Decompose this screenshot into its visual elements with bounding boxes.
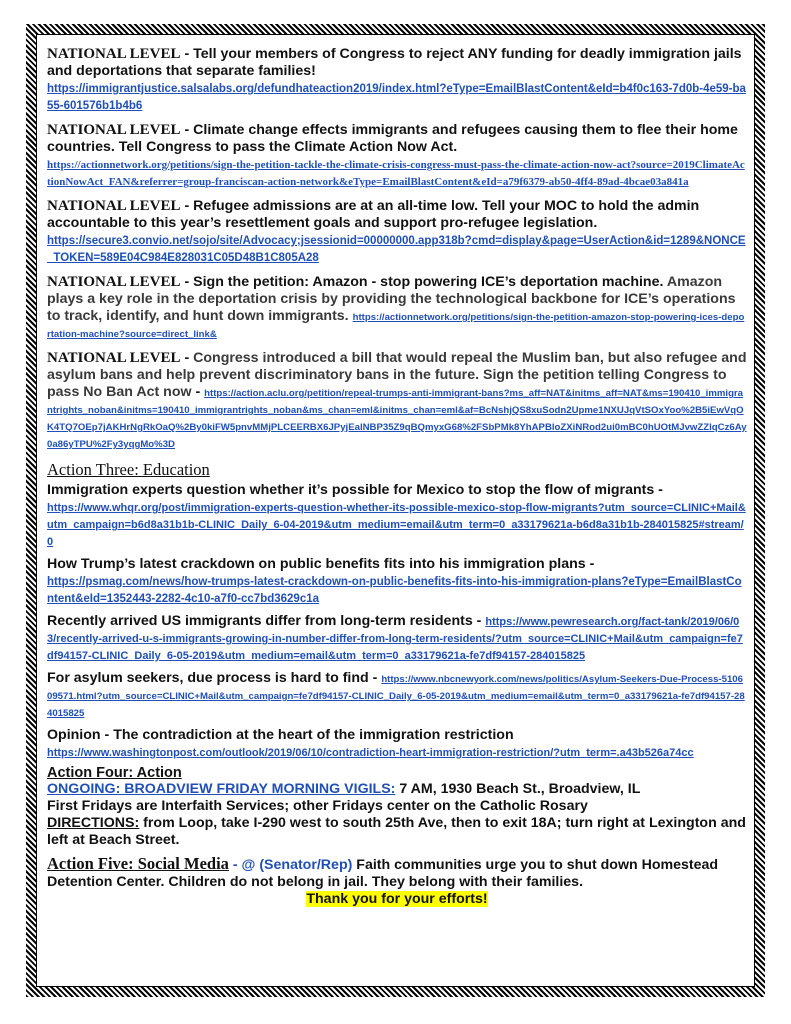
article-title: Recently arrived US immigrants differ from long-term residents -	[47, 613, 482, 629]
thanks-text: Thank you for your efforts!	[306, 891, 488, 907]
action-link[interactable]: https://action.aclu.org/petition/repeal-trumps-anti-immigrant-bans?ms_aff=NAT&initms_aff=NAT&ms=190410_immigrantrights_noban&initms=190410_immigrantrights_noban&ms_chan=eml&initms_chan=eml&af=BcNshjQS8xuSodn2Upme1NXUJqVtSOxYoo%2B5iEwVqOK4TQ7OEp7jAKHrNgRkOaQ%2By0kiFW5pnvMMjPLCEERBX6JPyjEalNBP35Z9qBQmyxG68%2FSbPMk8YhAPBloZXiNRod2ui0mBC0hUOtMJvwZZlqCz6Ay0a86yTPU%2Fy3yqgMo%3D	[47, 388, 747, 450]
article-item-3	[47, 613, 747, 664]
article-item-4	[47, 670, 747, 721]
level-label: NATIONAL LEVEL	[47, 350, 181, 366]
national-item-5	[47, 350, 747, 452]
item-subtext: Sign the petition telling Congress to pass No Ban Act now	[47, 367, 727, 400]
national-item-3	[47, 198, 747, 266]
item-text: Congress introduced a bill that would repeal the Muslim ban, but also refugee and asylum bans and help prevent discriminatory bans in the future.	[47, 350, 747, 383]
article-item-2	[47, 556, 747, 607]
national-item-2	[47, 122, 747, 190]
level-label: NATIONAL LEVEL	[47, 198, 181, 214]
national-item-1	[47, 46, 747, 114]
social-media-block	[47, 855, 747, 908]
action-link[interactable]: https://secure3.convio.net/sojo/site/Advocacy;jsessionid=00000000.app318b?cmd=display&page=UserAction&id=1289&NONCE_TOKEN=589E04C984E828031C05D48B1C805A28	[47, 235, 746, 264]
separator: -	[180, 46, 194, 62]
national-item-4	[47, 274, 747, 342]
separator: -	[180, 198, 194, 214]
article-link[interactable]: https://www.washingtonpost.com/outlook/2019/06/10/contradiction-heart-immigration-restriction/?utm_term=.a43b526a74cc	[47, 747, 694, 759]
action-link[interactable]: https://actionnetwork.org/petitions/sign-the-petition-tackle-the-climate-crisis-congress-must-pass-the-climate-action-now-act?source=2019ClimateActionNowAct_FAN&referrer=group-franciscan-action-network&eType=EmailBlastContent&eId=a79f6379-ab50-4ff4-89ad-4bcae03a841a	[47, 159, 745, 188]
vigil-detail: 7 AM, 1930 Beach St., Broadview, IL	[395, 781, 641, 797]
level-label: NATIONAL LEVEL	[47, 46, 181, 62]
thanks-line	[47, 891, 747, 908]
article-item-5	[47, 727, 747, 761]
directions-label: DIRECTIONS:	[47, 815, 140, 831]
item-text: Refugee admissions are at an all-time low. Tell your MOC to hold the admin accountable to this year’s resettlement goals and support pro-refugee legislation.	[47, 198, 700, 231]
social-text: Faith communities urge you to shut down Homestead Detention Center. Children do not belong in jail. They belong with their families.	[47, 857, 719, 890]
article-title: How Trump’s latest crackdown on public benefits fits into his immigration plans -	[47, 556, 595, 572]
article-title: For asylum seekers, due process is hard to find -	[47, 670, 378, 686]
vigil-block	[47, 781, 747, 849]
article-link[interactable]: https://www.pewresearch.org/fact-tank/2019/06/03/recently-arrived-u-s-immigrants-growing-in-number-differ-from-long-term-residents/?utm_source=CLINIC+Mail&utm_campaign=fe7df94157-CLINIC_Daily_6-05-2019&utm_medium=email&utm_term=0_a33179621a-fe7df94157-284015825	[47, 616, 743, 662]
section-heading-education: Action Three: Education	[47, 460, 210, 479]
separator: -	[180, 350, 194, 366]
action-link[interactable]: https://immigrantjustice.salsalabs.org/defundhateaction2019/index.html?eType=EmailBlastContent&eId=b4f0c163-7d0b-4e59-ba55-601576b1b4b6	[47, 83, 746, 112]
article-link[interactable]: https://www.nbcnewyork.com/news/politics/Asylum-Seekers-Due-Process-510609571.html?utm_source=CLINIC+Mail&utm_campaign=fe7df94157-CLINIC_Daily_6-05-2019&utm_medium=email&utm_term=0_a33179621a-fe7df94157-284015825	[47, 674, 745, 719]
directions-text: from Loop, take I-290 west to south 25th Ave, then to exit 18A; turn right at Lexington and left at Beach Street.	[47, 815, 746, 848]
level-label: NATIONAL LEVEL	[47, 122, 181, 138]
vigil-schedule: First Fridays are Interfaith Services; other Fridays center on the Catholic Rosary	[47, 798, 588, 814]
separator: -	[180, 122, 194, 138]
section-heading-social: Action Five: Social Media	[47, 854, 229, 873]
article-title: Immigration experts question whether it’s possible for Mexico to stop the flow of migrants -	[47, 482, 663, 498]
page-content	[47, 46, 747, 916]
item-text: Tell your members of Congress to reject ANY funding for deadly immigration jails and deportations that separate families!	[47, 46, 742, 79]
separator: -	[180, 274, 194, 290]
dash: -	[191, 384, 205, 400]
section-heading-action: Action Four: Action	[47, 765, 182, 781]
item-subtext: Amazon plays a key role in the deportation crisis by providing the technological backbone for ICE’s operations to track, identify, and hunt down immigrants.	[47, 274, 736, 324]
article-item-1	[47, 482, 747, 550]
vigil-title: ONGOING: BROADVIEW FRIDAY MORNING VIGILS:	[47, 781, 396, 797]
action-link[interactable]: https://actionnetwork.org/petitions/sign-the-petition-amazon-stop-powering-ices-deportation-machine?source=direct_link&	[47, 312, 745, 340]
item-text: Climate change effects immigrants and refugees causing them to flee their home countries. Tell Congress to pass the Climate Action Now Act.	[47, 122, 738, 155]
article-link[interactable]: https://psmag.com/news/how-trumps-latest-crackdown-on-public-benefits-fits-into-his-immigration-plans?eType=EmailBlastContent&eId=1352443-2282-4c10-a7f0-cc7bd3629c1a	[47, 576, 742, 605]
social-handle: - @ (Senator/Rep)	[228, 857, 357, 873]
item-text: Sign the petition: Amazon - stop powering ICE’s deportation machine.	[193, 274, 664, 290]
level-label: NATIONAL LEVEL	[47, 274, 181, 290]
article-title: Opinion - The contradiction at the heart of the immigration restriction	[47, 727, 514, 743]
article-link[interactable]: https://www.whqr.org/post/immigration-experts-question-whether-its-possible-mexico-stop-flow-migrants?utm_source=CLINIC+Mail&utm_campaign=b6d8a31b1b-CLINIC_Daily_6-04-2019&utm_medium=email&utm_term=0_a33179621a-b6d8a31b1b-284015825#stream/0	[47, 502, 746, 548]
